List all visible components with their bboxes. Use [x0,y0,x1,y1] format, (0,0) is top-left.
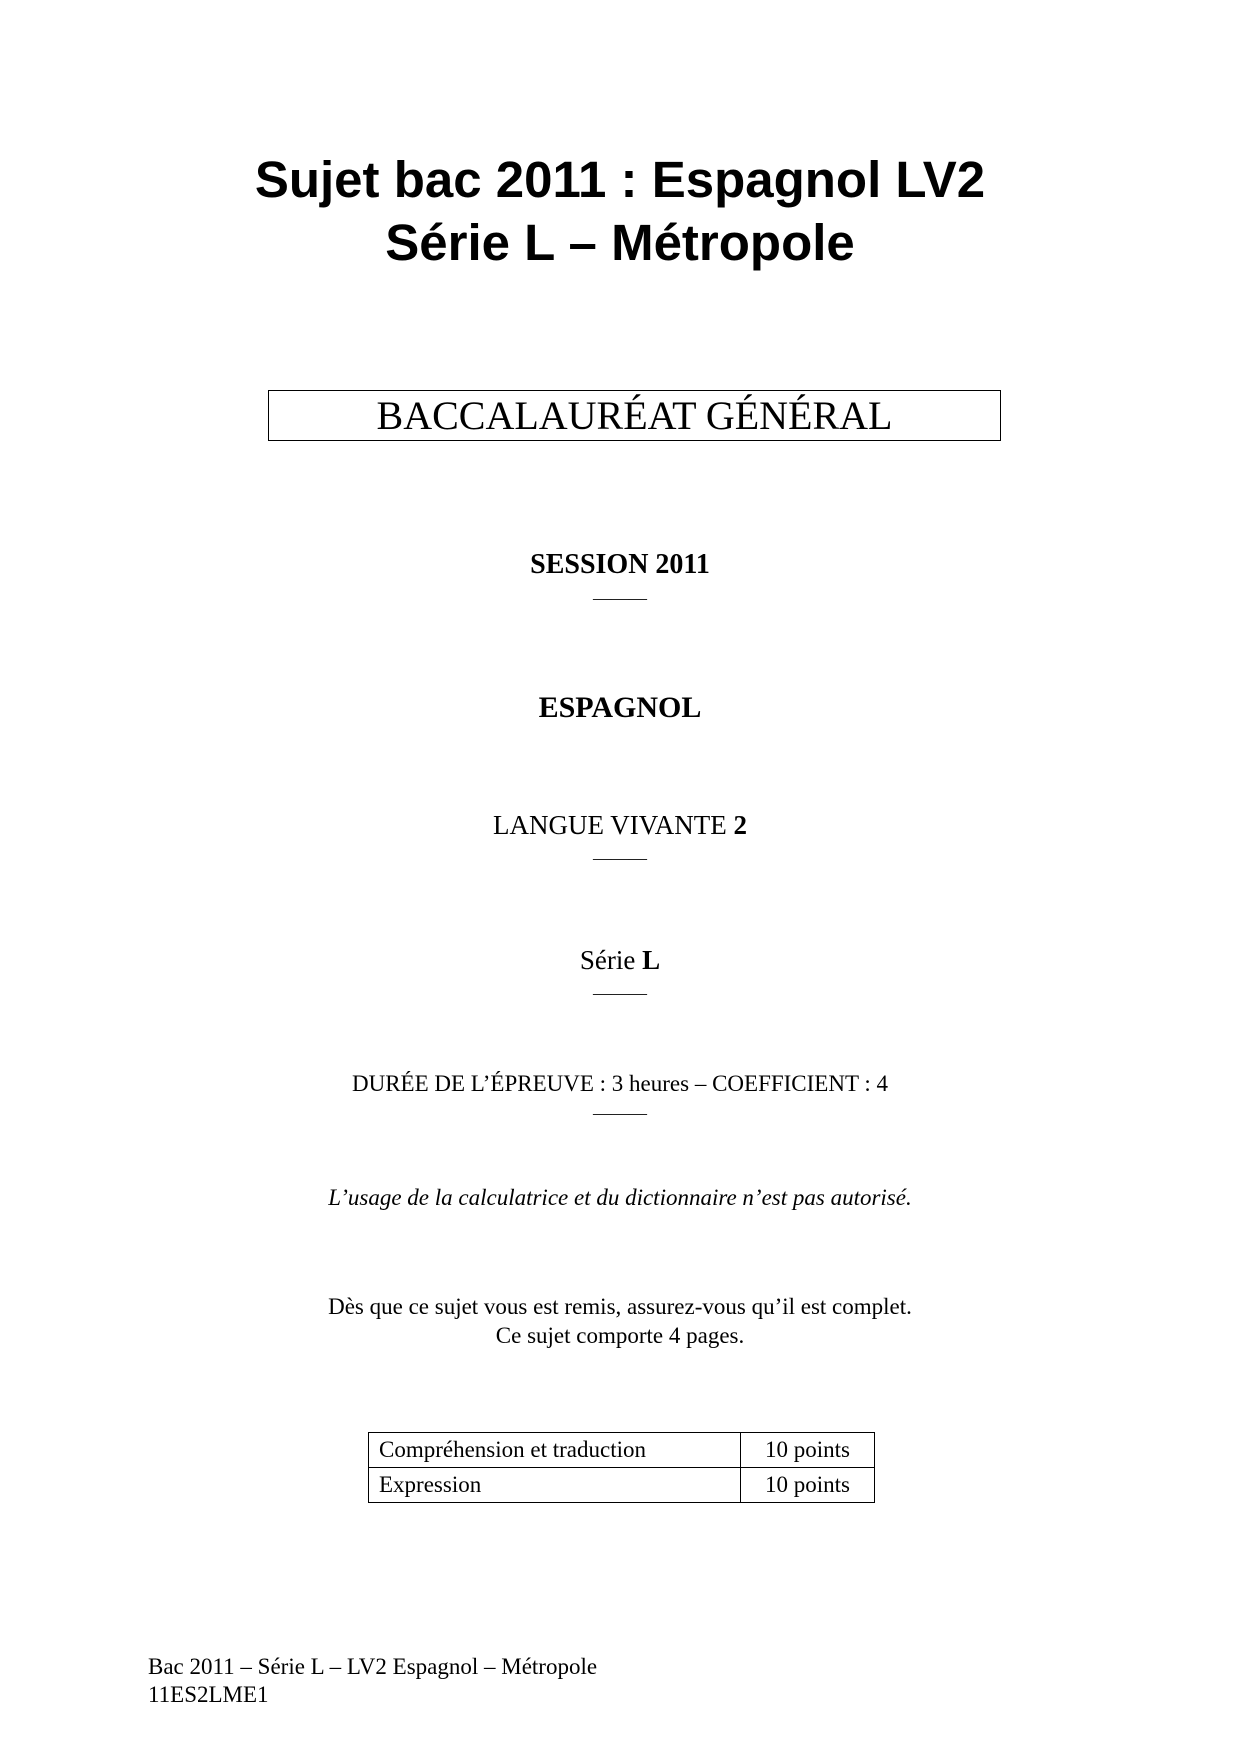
serie-label [0,945,1240,975]
points-table [368,1432,875,1503]
table-cell-label: Compréhension et traduction [369,1433,741,1468]
langue-vivante-text: LANGUE VIVANTE [493,810,734,840]
table-row [369,1433,875,1468]
serie-text: Série [579,945,643,975]
serie-letter: L [642,945,661,975]
instructions-line-1: Dès que ce sujet vous est remis, assurez-vous qu’il est complet. [328,1294,912,1319]
baccalaureat-box: BACCALAURÉAT GÉNÉRAL [268,390,1001,441]
page-title-line-2: Série L – Métropole [385,214,855,271]
separator-dash: ——— [593,588,647,608]
subject-label: ESPAGNOL [538,691,702,724]
page-title-line-1: Sujet bac 2011 : Espagnol LV2 [254,151,986,208]
table-cell-points: 10 points [741,1468,875,1503]
separator-dash: ——— [593,983,647,1003]
session-label: SESSION 2011 [530,549,710,580]
langue-vivante-number: 2 [733,810,747,840]
footer-code: 11ES2LME1 [148,1682,269,1707]
instructions-line-2: Ce sujet comporte 4 pages. [495,1323,745,1348]
table-row [369,1468,875,1503]
separator-dash: ——— [593,848,647,868]
duration-coefficient: DURÉE DE L’ÉPREUVE : 3 heures – COEFFICIENT : 4 [351,1071,888,1096]
calculator-notice: L’usage de la calculatrice et du dictionnaire n’est pas autorisé. [328,1185,912,1210]
table-cell-label: Expression [369,1468,741,1503]
separator-dash: ——— [593,1103,647,1123]
footer-line-1: Bac 2011 – Série L – LV2 Espagnol – Métropole [148,1654,598,1679]
langue-vivante-label [0,810,1240,840]
table-cell-points: 10 points [741,1433,875,1468]
